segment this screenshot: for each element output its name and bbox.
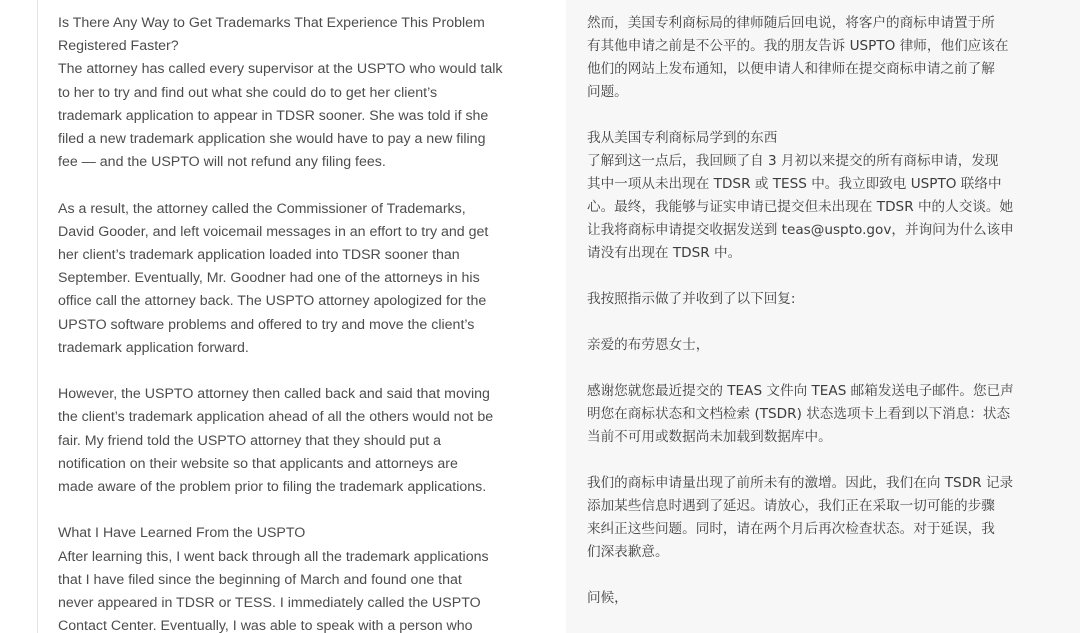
source-paragraph-2: As a result, the attorney called the Commissioner of Trademarks, David Gooder, and left voicemail messages in an effort to try and get her client’s trademark application loaded into TDSR sooner than September. Eventually, Mr. Goodner had one of the attorneys in his office call the attorney back. The USPTO attorney apologized for the UPSTO software problems and offered to try and move the client’s trademark application forward. [58, 200, 489, 356]
translated-paragraph-6: 我们的商标申请量出现了前所未有的激增。因此，我们在向 TSDR 记录 添加某些信息时遇到了延迟。请放心，我们正在采取一切可能的步骤 来纠正这些问题。同时，请在两个月后再次检查状态。对于延误，我 们深表歉意。 [587, 475, 1014, 560]
translated-text [587, 12, 1057, 633]
translated-paragraph-5: 感谢您就您最近提交的 TEAS 文件向 TEAS 邮箱发送电子邮件。您已声 明您在商标状态和文档检索 (TSDR) 状态选项卡上看到以下消息：状态 当前不可用或数据尚未加载到数据库中。 [587, 383, 1014, 445]
source-paragraph-4: What I Have Learned From the USPTO After learning this, I went back through all the trademark applications that I have filed since the beginning of March and found one that never appeared in TDSR or TESS. I immediately called the USPTO Contact Center. Eventually, I was able to speak with a person who [58, 525, 489, 633]
source-text-pane[interactable] [38, 0, 566, 633]
source-paragraph-1: Is There Any Way to Get Trademarks That Experience This Problem Registered Faster? The attorney has called every supervisor at the USPTO who would talk to her to try and find out what she could do to get her client’s trademark application to appear in TDSR sooner. She was told if she filed a new trademark application she would have to pay a new filing fee — and the USPTO will not refund any filing fees. [58, 15, 503, 171]
source-text [58, 12, 528, 633]
translated-paragraph-2: 我从美国专利商标局学到的东西 了解到这一点后，我回顾了自 3 月初以来提交的所有商标申请，发现 其中一项从未出现在 TDSR 或 TESS 中。我立即致电 USPTO 联络中 心。最终，我能够与证实申请已提交但未出现在 TDSR 中的人交谈。她 让我将商标申请提交收据发送到 teas@uspto.gov，并询问为什么该申 请没有出现在 TDSR 中。 [587, 130, 1014, 261]
translated-paragraph-3: 我按照指示做了并收到了以下回复: [587, 291, 796, 307]
source-paragraph-3: However, the USPTO attorney then called back and said that moving the client’s trademark application ahead of all the others would not be fair. My friend told the USPTO attorney that they should put a notification on their website so that applicants and attorneys are made aware of the problem prior to filing the trademark applications. [58, 386, 494, 496]
translated-text-pane[interactable] [566, 0, 1080, 633]
translated-paragraph-1: 然而，美国专利商标局的律师随后回电说，将客户的商标申请置于所 有其他申请之前是不公平的。我的朋友告诉 USPTO 律师，他们应该在 他们的网站上发布通知，以便申请人和律师在提交商标申请之前了解 问题。 [587, 15, 1009, 100]
translated-paragraph-4: 亲爱的布劳恩女士， [587, 337, 710, 353]
translated-paragraph-7: 问候， [587, 590, 628, 606]
